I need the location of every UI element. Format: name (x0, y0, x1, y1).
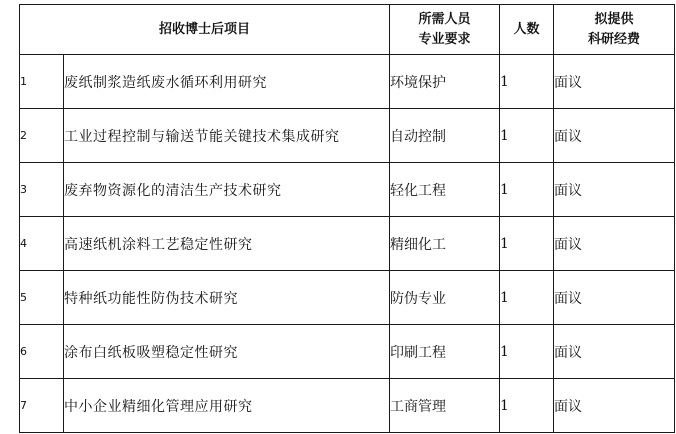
row-number: 4 (20, 217, 64, 271)
header-major-line1: 所需人员 (418, 11, 471, 27)
table-row (20, 379, 675, 433)
project-name: 高速纸机涂料工艺稳定性研究 (64, 217, 390, 271)
header-major-line2: 专业要求 (418, 31, 471, 47)
project-name: 工业过程控制与输送节能关键技术集成研究 (64, 109, 390, 163)
table-row (20, 55, 675, 109)
table-row (20, 217, 675, 271)
table-row (20, 325, 675, 379)
row-number: 2 (20, 109, 64, 163)
major-requirement: 轻化工程 (390, 163, 500, 217)
research-fund: 面议 (554, 109, 675, 163)
major-requirement: 自动控制 (390, 109, 500, 163)
research-fund: 面议 (554, 271, 675, 325)
major-requirement: 环境保护 (390, 55, 500, 109)
headcount: 1 (500, 271, 554, 325)
headcount: 1 (500, 109, 554, 163)
research-fund: 面议 (554, 325, 675, 379)
headcount: 1 (500, 217, 554, 271)
header-count-text: 人数 (513, 21, 540, 37)
research-fund: 面议 (554, 217, 675, 271)
header-project-text: 招收博士后项目 (158, 21, 250, 37)
research-fund: 面议 (554, 163, 675, 217)
header-major (390, 5, 500, 55)
header-count (500, 5, 554, 55)
project-name: 特种纸功能性防伪技术研究 (64, 271, 390, 325)
project-name: 废弃物资源化的清洁生产技术研究 (64, 163, 390, 217)
headcount: 1 (500, 379, 554, 433)
major-requirement: 印刷工程 (390, 325, 500, 379)
headcount: 1 (500, 163, 554, 217)
project-name: 废纸制浆造纸废水循环利用研究 (64, 55, 390, 109)
table-row (20, 271, 675, 325)
row-number: 1 (20, 55, 64, 109)
header-fund (554, 5, 675, 55)
headcount: 1 (500, 55, 554, 109)
project-name: 中小企业精细化管理应用研究 (64, 379, 390, 433)
row-number: 7 (20, 379, 64, 433)
row-number: 6 (20, 325, 64, 379)
row-number: 5 (20, 271, 64, 325)
header-fund-line2: 科研经费 (587, 31, 640, 47)
header-row (20, 5, 675, 55)
table-row (20, 109, 675, 163)
header-project (20, 5, 390, 55)
major-requirement: 精细化工 (390, 217, 500, 271)
headcount: 1 (500, 325, 554, 379)
postdoc-recruitment-table (19, 4, 675, 433)
research-fund: 面议 (554, 55, 675, 109)
major-requirement: 工商管理 (390, 379, 500, 433)
research-fund: 面议 (554, 379, 675, 433)
project-name: 涂布白纸板吸塑稳定性研究 (64, 325, 390, 379)
table-row (20, 163, 675, 217)
major-requirement: 防伪专业 (390, 271, 500, 325)
row-number: 3 (20, 163, 64, 217)
header-fund-line1: 拟提供 (594, 11, 634, 27)
